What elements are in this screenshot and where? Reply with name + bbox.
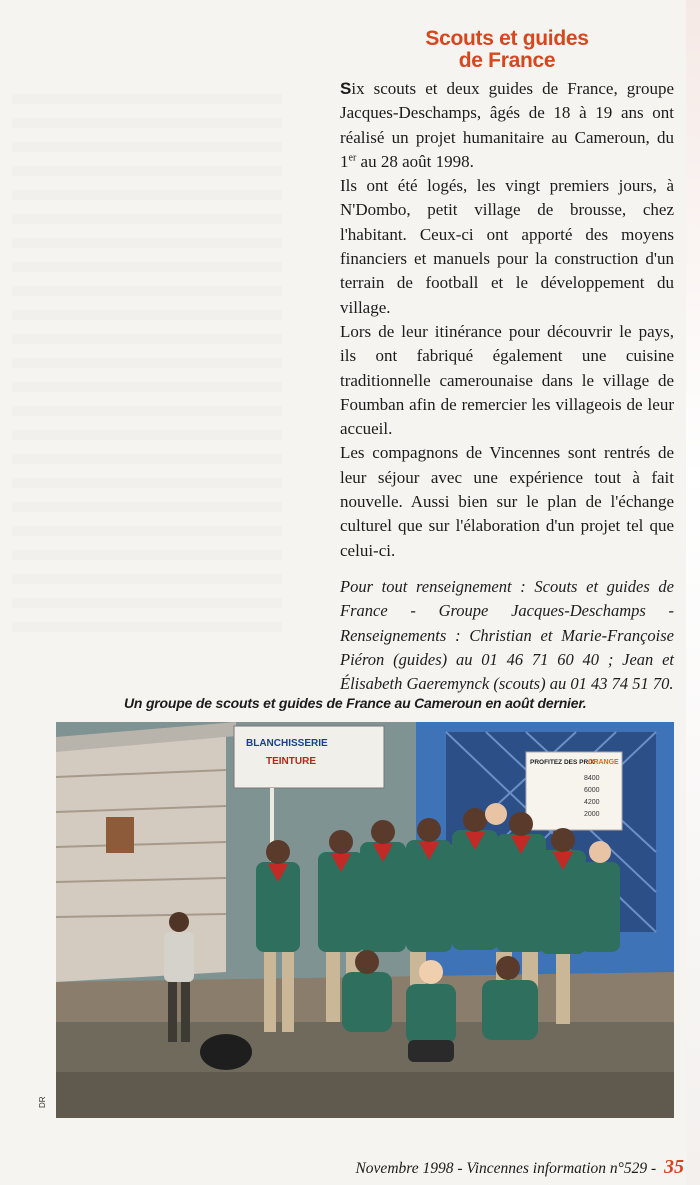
poster-header: PROFITEZ DES PRIX [530,759,595,766]
drop-cap: S [340,79,352,98]
photo-caption: Un groupe de scouts et guides de France au Cameroun en août dernier. [124,695,587,711]
sign-line-2: TEINTURE [266,756,316,767]
poster-brand: ORANGE [588,759,619,766]
poster-row-4: 2000 [584,811,600,818]
page-number: 35 [664,1156,684,1178]
page-footer [355,1156,684,1179]
paragraph-1-text: ix scouts et deux guides de France, groupe Jacques-Deschamps, âgés de 18 à 19 ans ont réalisé un projet humanitaire au Cameroun, du 1 [340,79,674,171]
article-body [340,77,674,563]
contact-info: Pour tout renseignement : Scouts et guides de France - Groupe Jacques-Deschamps - Renseignements : Christian et Marie-Françoise Piéron (guides) au 01 46 71 60 40 ; Jean et Élisabeth Gaeremynck (scouts) au 01 43 74 51 70. [340,576,674,694]
footer-text: Novembre 1998 - Vincennes information n°529 - [355,1160,657,1177]
article [340,22,674,713]
title-line-2: de France [458,49,556,72]
paragraph-1-end: au 28 août 1998. [356,151,474,171]
page-edge [686,0,700,1185]
poster-row-1: 8400 [584,775,600,782]
paragraph-4: Les compagnons de Vincennes sont rentrés de leur séjour avec une expérience tout à fait nouvelle. Aussi bien sur le plan de l'échange culturel que sur l'élaboration d'un projet tel que celui-ci. [340,443,674,560]
paragraph-2: Ils ont été logés, les vingt premiers jours, à N'Dombo, petit village de brousse, chez l'habitant. Ceux-ci ont apporté des moyens financiers et manuels pour la construction d'un terrain de football et le développement du village. [340,176,674,317]
superscript-er: er [348,152,357,164]
sign-line-1: BLANCHISSERIE [246,738,328,749]
paragraph-3: Lors de leur itinérance pour découvrir le pays, ils ont fabriqué également une cuisine traditionnelle camerounaise dans le village de Foumban afin de remercier les villageois de leur accueil. [340,321,674,439]
paragraph-1 [340,77,674,174]
group-photo [56,722,674,1118]
poster-row-2: 6000 [584,787,600,794]
poster-row-3: 4200 [584,799,600,806]
article-title [340,28,674,72]
photo-credit: DR [38,1096,47,1108]
bleed-through-block [0,80,300,680]
title-line-1: Scouts et guides [425,27,589,50]
